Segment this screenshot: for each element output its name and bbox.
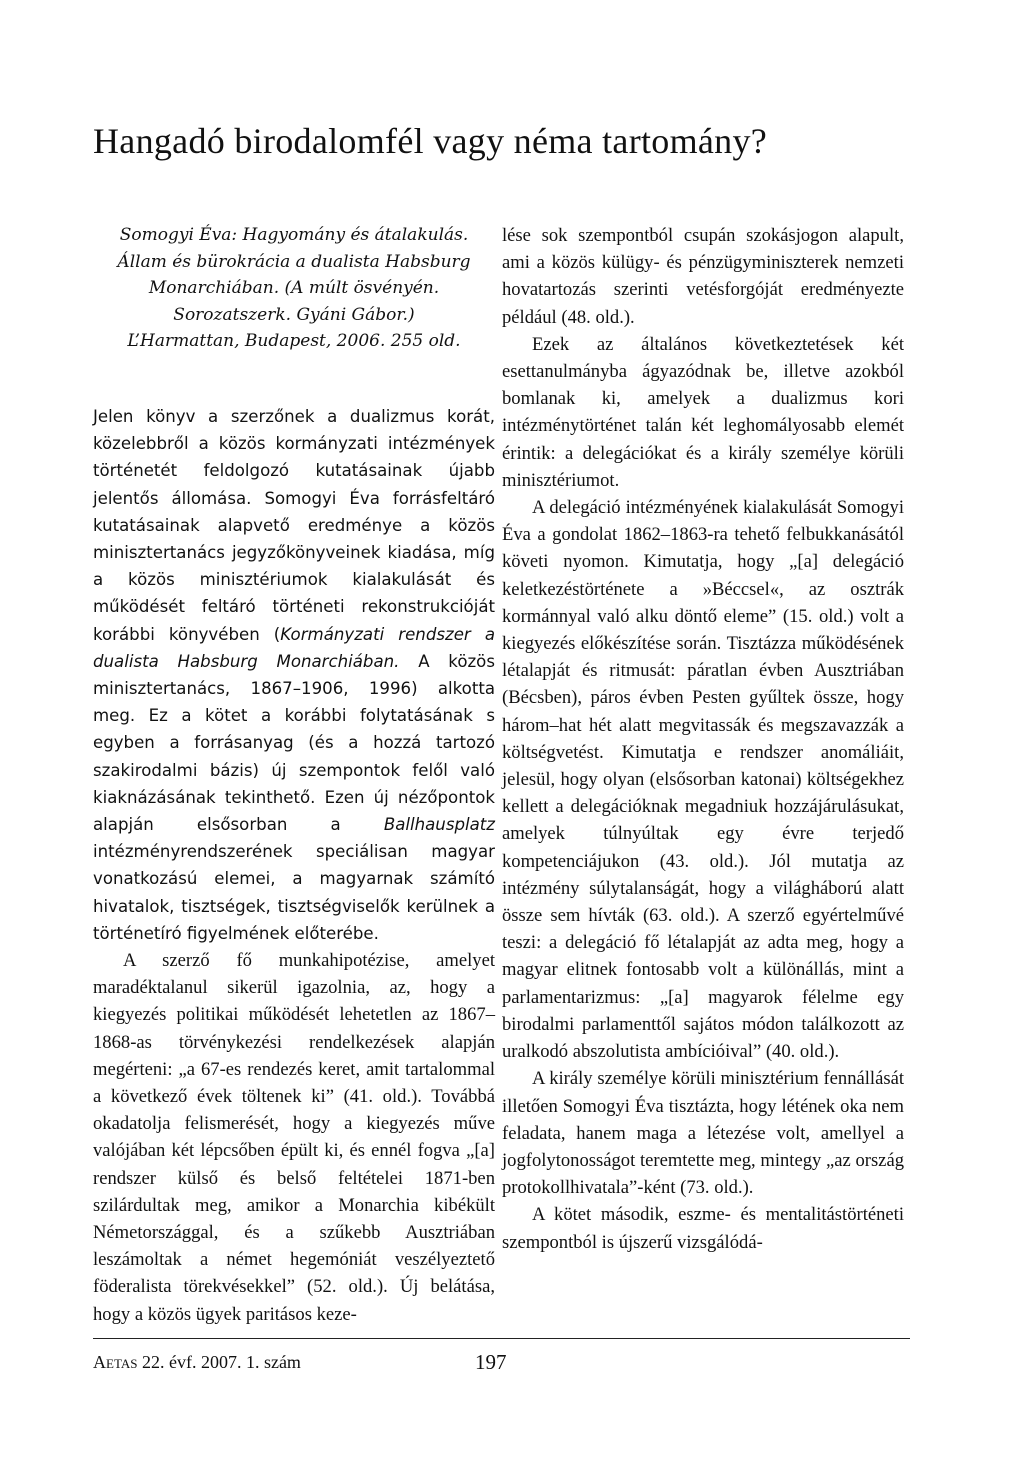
article-title: Hangadó birodalomfél vagy néma tartomány?: [93, 121, 768, 161]
paragraph: A delegáció intézményének kialakulását Somogyi Éva a gondolat 1862–1863-ra tehető felbukkanásától követi nyomon. Kimutatja, hogy „[a] delegáció keletkezéstörténete a »Béccsel«, az osztrák kormánnyal való alku döntő eleme” (15. old.) volt a kiegyezés előkészítése során. Tisztázza működésének létalapját és ritmusát: páratlan évben Ausztriában (Bécsben), páros évben Pesten gyűltek össze, hogy három–hat hét alatt megvitassák és megszavazzák a költségvetést. Kimutatja e rendszer anomáliáit, jelesül, hogy olyan (elsősorban katonai) költségekhez kellett a delegációknak megadniuk hozzájárulásukat, amelyek túlnyúltak egy évre terjedő kompetenciájukon (43. old.). Jól mutatja az intézmény súlytalanságát, hogy a világháború alatt össze sem hívták (63. old.). A szerző egyértelművé teszi: a delegáció fő létalapját az adta meg, hogy a magyar elitnek fontosabb volt a különállás, mint a parlamentarizmus: „[a] magyarok félelme egy birodalmi parlamenttől sajátos módon találkozott az uralkodó abszolutista ambícióival” (40. old.).: [502, 497, 904, 1063]
paragraph: lése sok szempontból csupán szokásjogon alapult, ami a közös külügy- és pénzügyminiszterek nemzeti hovatartozás szerinti vetésforgóját eredményezte például (48. old.).: [502, 225, 904, 328]
paragraph: A kötet második, eszme- és mentalitástörténeti szempontból is újszerű vizsgálódá-: [502, 1204, 904, 1253]
bibliography-reference: Somogyi Éva: Hagyomány és átalakulás. Állam és bürokrácia a dualista Habsburg Monarchiában. (A múlt ösvényén. Sorozatszerk. Gyáni Gábor.) L’Harmattan, Budapest, 2006. 255 old.: [117, 225, 471, 352]
journal-footer: [93, 1352, 301, 1373]
paragraph: A király személye körüli minisztérium fennállását illetően Somogyi Éva tisztázta, hogy létének oka nem feladata, hanem maga a létezése volt, amellyel a jogfolytonosságot teremtette meg, mintegy „az ország protokollhivatala”-ként (73. old.).: [502, 1068, 904, 1199]
page-number: 197: [475, 1350, 507, 1374]
cited-book-title: Kormányzati rendszer a dualista Habsburg Monarchiában.: [93, 624, 495, 671]
paragraph-text: A közös minisztertanács, 1867–1906, 1996) alkotta meg. Ez a kötet a korábbi folytatásának s egyben a forrásanyag (és a hozzá tartozó szakirodalmi bázis) új szempontok felől való kiaknázásának tekinthető. Ezen új nézőpontok alapján elsősorban a: [93, 651, 495, 835]
left-column: [93, 222, 495, 1328]
lead-sentence: Jelen könyv a szerzőnek a dualizmus korát, közelebbről a közös kormányzati intézmények történetét feldolgozó kutatásainak újabb jelentős állomása.: [93, 406, 495, 508]
journal-name: Aetas: [93, 1352, 138, 1372]
lead-paragraph: [93, 403, 495, 947]
paragraph: A szerző fő munkahipotézise, amelyet maradéktalanul sikerül igazolnia, az, hogy a kiegyezés politikai működését lehetetlen az 1867–1868-as törvénykezési rendelkezések alapján megérteni: „a 67-es rendezés keret, amit tartalommal a következő évek töltenek ki” (41. old.). Továbbá okadatolja felismerését, hogy a kiegyezés műve valójában két lépcsőben épült ki, és ennél fogva „[a] rendszer külső és belső feltételei 1871-ben szilárdultak meg, amikor a Monarchia kibékült Németországgal, és a szűkebb Ausztriában leszámoltak a német hegemóniát veszélyeztető föderalista törekvésekkel” (52. old.). Új belátása, hogy a közös ügyek paritásos keze-: [93, 950, 495, 1325]
paragraph: Ezek az általános következtetések két esettanulmányba ágyazódnak be, illetve azokból bomlanak ki, amelyek a dualizmus kori intézménytörténet talán két leghomályosabb elemét érintik: a delegációkat és a király személye körüli minisztériumot.: [502, 333, 904, 491]
paragraph-text: intézményrendszerének speciálisan magyar vonatkozású elemei, a magyarnak számító hivatalok, tisztségek, tisztségviselők kerülnek a történetíró figyelmének előterébe.: [93, 842, 495, 943]
paragraph-text: Somogyi Éva forrásfeltáró kutatásainak alapvető eredménye a közös minisztertanács jegyzőkönyveinek kiadása, míg a közös minisztériumok kialakulását és működését feltáró történeti rekonstrukcióját korábbi könyvében (: [93, 488, 495, 644]
footer-rule: [93, 1338, 910, 1339]
right-column: [502, 222, 904, 1256]
issue-info: 22. évf. 2007. 1. szám: [137, 1352, 301, 1372]
italic-term: Ballhausplatz: [383, 815, 495, 835]
